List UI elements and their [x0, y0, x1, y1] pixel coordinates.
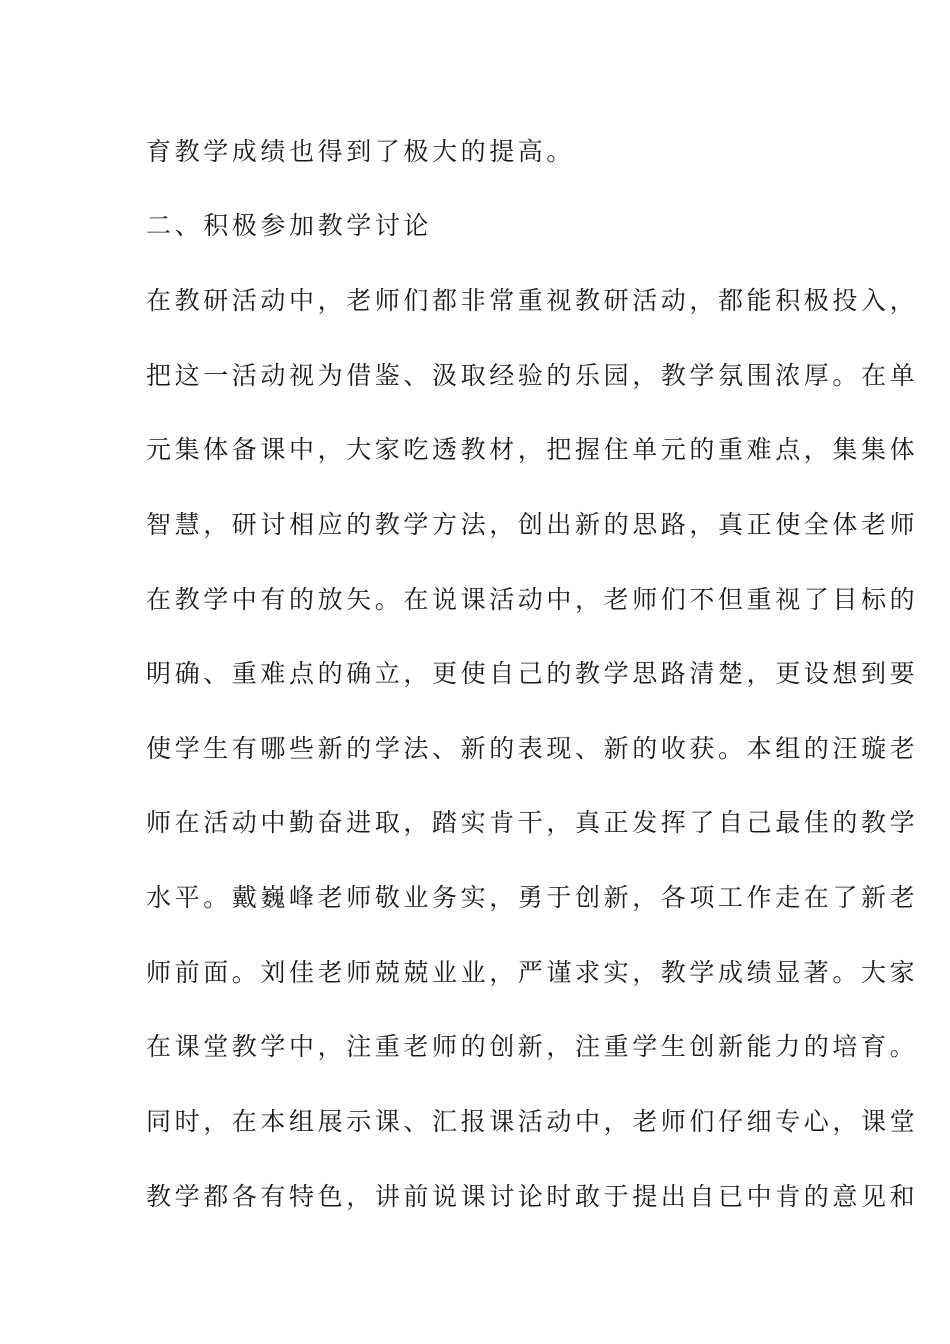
paragraph-line: 使学生有哪些新的学法、新的表现、新的收获。本组的汪璇老: [146, 734, 919, 763]
paragraph-line: 智慧，研讨相应的教学方法，创出新的思路，真正使全体老师: [146, 510, 919, 539]
section-heading: 二、积极参加教学讨论: [146, 211, 433, 240]
paragraph-line: 教学都各有特色，讲前说课讨论时敢于提出自已中肯的意见和: [146, 1182, 919, 1211]
paragraph-line: 同时，在本组展示课、汇报课活动中，老师们仔细专心，课堂: [146, 1107, 919, 1136]
paragraph-line: 把这一活动视为借鉴、汲取经验的乐园，教学氛围浓厚。在单: [146, 361, 919, 390]
paragraph-line: 育教学成绩也得到了极大的提高。: [146, 137, 576, 166]
paragraph-line: 在教研活动中，老师们都非常重视教研活动，都能积极投入，: [146, 286, 919, 315]
paragraph-line: 师在活动中勤奋进取，踏实肯干，真正发挥了自己最佳的教学: [146, 808, 919, 837]
paragraph-line: 师前面。刘佳老师兢兢业业，严谨求实，教学成绩显著。大家: [146, 958, 919, 987]
paragraph-line: 在课堂教学中，注重老师的创新，注重学生创新能力的培育。: [146, 1032, 919, 1061]
paragraph-line: 在教学中有的放矢。在说课活动中，老师们不但重视了目标的: [146, 585, 919, 614]
paragraph-line: 明确、重难点的确立，更使自己的教学思路清楚，更设想到要: [146, 659, 919, 688]
paragraph-line: 元集体备课中，大家吃透教材，把握住单元的重难点，集集体: [146, 435, 919, 464]
paragraph-line: 水平。戴巍峰老师敬业务实，勇于创新，各项工作走在了新老: [146, 883, 919, 912]
